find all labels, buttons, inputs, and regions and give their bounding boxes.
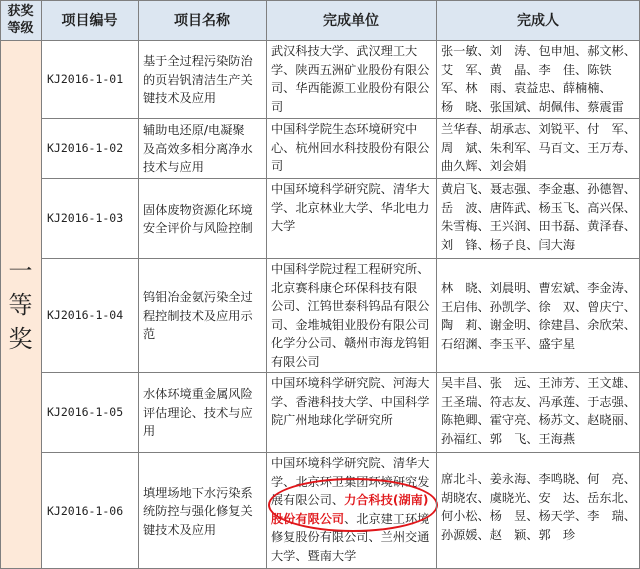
highlighted-company: 力合科技(湖南) (344, 493, 429, 507)
grid-line (0, 0, 1, 569)
grid-line (436, 0, 437, 569)
header-code: 项目编号 (61, 13, 118, 29)
row-5-name: 水体环境重金属风险 评估理论、技术与应 用 (143, 387, 253, 439)
row-6-units-line: 大学、暨南大学 (271, 548, 357, 563)
grid-line (41, 452, 640, 453)
row-1-people: 张一敏、刘 涛、包申旭、郝文彬、 艾 军、黄 晶、李 佳、陈铁 军、林 雨、袁益忠、薛楠楠、 杨 晓、张国斌、胡佩伟、蔡震雷 (441, 44, 636, 114)
highlighted-company-cont: 股份有限公司 (271, 511, 345, 526)
grid-line (41, 118, 640, 119)
grid-line (41, 372, 640, 373)
award-level-char: 等 (8, 290, 33, 319)
row-5-people: 吴丰昌、张 远、王沛芳、王文雄、 王圣瑞、符志友、冯承莲、于志强、 陈艳卿、霍守亮、杨苏文、赵晓丽、 孙福红、郭 飞、王海燕 (441, 376, 636, 446)
row-3-units: 中国环境科学研究院、清华大 学、北京林业大学、华北电力 大学 (271, 182, 430, 233)
row-4-units: 中国科学院过程工程研究所、 北京赛科康仑环保科技有限 公司、江钨世泰科钨品有限公 司、金堆城钼业股份有限公司 化学分公司、赣州市海龙钨钼 有限公司 (271, 262, 430, 369)
header-units: 完成单位 (323, 13, 379, 29)
row-6-units-text: 、北京建工环境 (344, 511, 430, 526)
row-5-code: KJ2016-1-05 (47, 405, 124, 419)
award-level-char: 奖 (8, 324, 33, 353)
grid-line (266, 0, 267, 569)
award-level-first-prize (0, 40, 41, 569)
row-6-units-text: 展有限公司、 (271, 493, 345, 507)
row-2-name: 辅助电还原/电凝聚 及高效多相分离净水 技术与应用 (143, 123, 253, 175)
row-5-units: 中国环境科学研究院、河海大 学、香港科技大学、中国科学 院广州地球化学研究所 (271, 376, 430, 427)
row-6-units-line: 中国环境科学研究院、清华大 (271, 456, 430, 470)
row-6-units-line: 学、北京环卫集团环境研究发 (271, 474, 430, 489)
row-6-code: KJ2016-1-06 (47, 503, 124, 518)
grid-line (0, 40, 640, 41)
row-6-people: 席北斗、姜永海、李鸣晓、何 亮、 胡晓农、虞晓光、安 达、岳东北、 何小松、杨 昱、杨天学、李 瑞、 孙源媛、赵 颖、郭 珍 (441, 472, 636, 542)
row-6-units-line (271, 510, 432, 529)
grid-line (41, 258, 640, 259)
header-name: 项目名称 (174, 13, 230, 29)
row-1-name: 基于全过程污染防治 的页岩钒清洁生产关 键技术及应用 (143, 54, 253, 106)
row-6-units (266, 452, 436, 569)
grid-line (41, 0, 42, 569)
row-3-code: KJ2016-1-03 (47, 211, 124, 225)
row-6-name: 填埋场地下水污染系 统防控与强化修复关 键技术及应用 (143, 485, 253, 537)
award-level-char: 一 (8, 256, 33, 285)
header-level: 获奖 等级 (7, 4, 34, 36)
row-6-units-line: 修复股份有限公司、兰州交通 (271, 530, 430, 544)
row-1-code: KJ2016-1-01 (47, 72, 124, 86)
row-4-code: KJ2016-1-04 (47, 308, 124, 322)
grid-line (41, 178, 640, 179)
row-2-units: 中国科学院生态环境研究中 心、杭州回水科技股份有限公 司 (271, 122, 430, 173)
row-2-people: 兰华春、胡承志、刘锐平、付 军、 周 斌、朱利军、马百文、王万寿、 曲久辉、刘会娟 (441, 122, 636, 173)
row-4-people: 林 晓、刘晨明、曹宏斌、李金涛、 王启伟、孙凯学、徐 双、曾庆宁、 陶 莉、谢金明、徐建昌、余欣荣、 石绍渊、李玉平、盛宇星 (441, 281, 636, 351)
row-3-people: 黄启飞、聂志强、李金惠、孙德智、 岳 波、唐阵武、杨玉飞、高兴保、 朱雪梅、王兴润、田书磊、黄泽春、 刘 锋、杨子良、闫大海 (441, 182, 636, 252)
row-3-name: 固体废物资源化环境 安全评价与风险控制 (143, 202, 253, 235)
row-4-name: 钨钼冶金氨污染全过 程控制技术及应用示 范 (143, 290, 253, 342)
grid-line (0, 0, 640, 1)
row-1-units: 武汉科技大学、武汉理工大 学、陕西五洲矿业股份有限公 司、华西能源工业股份有限公 司 (271, 44, 430, 114)
header-people: 完成人 (517, 13, 559, 29)
row-2-code: KJ2016-1-02 (47, 141, 124, 155)
row-6-units-line (271, 491, 432, 510)
grid-line (138, 0, 139, 569)
